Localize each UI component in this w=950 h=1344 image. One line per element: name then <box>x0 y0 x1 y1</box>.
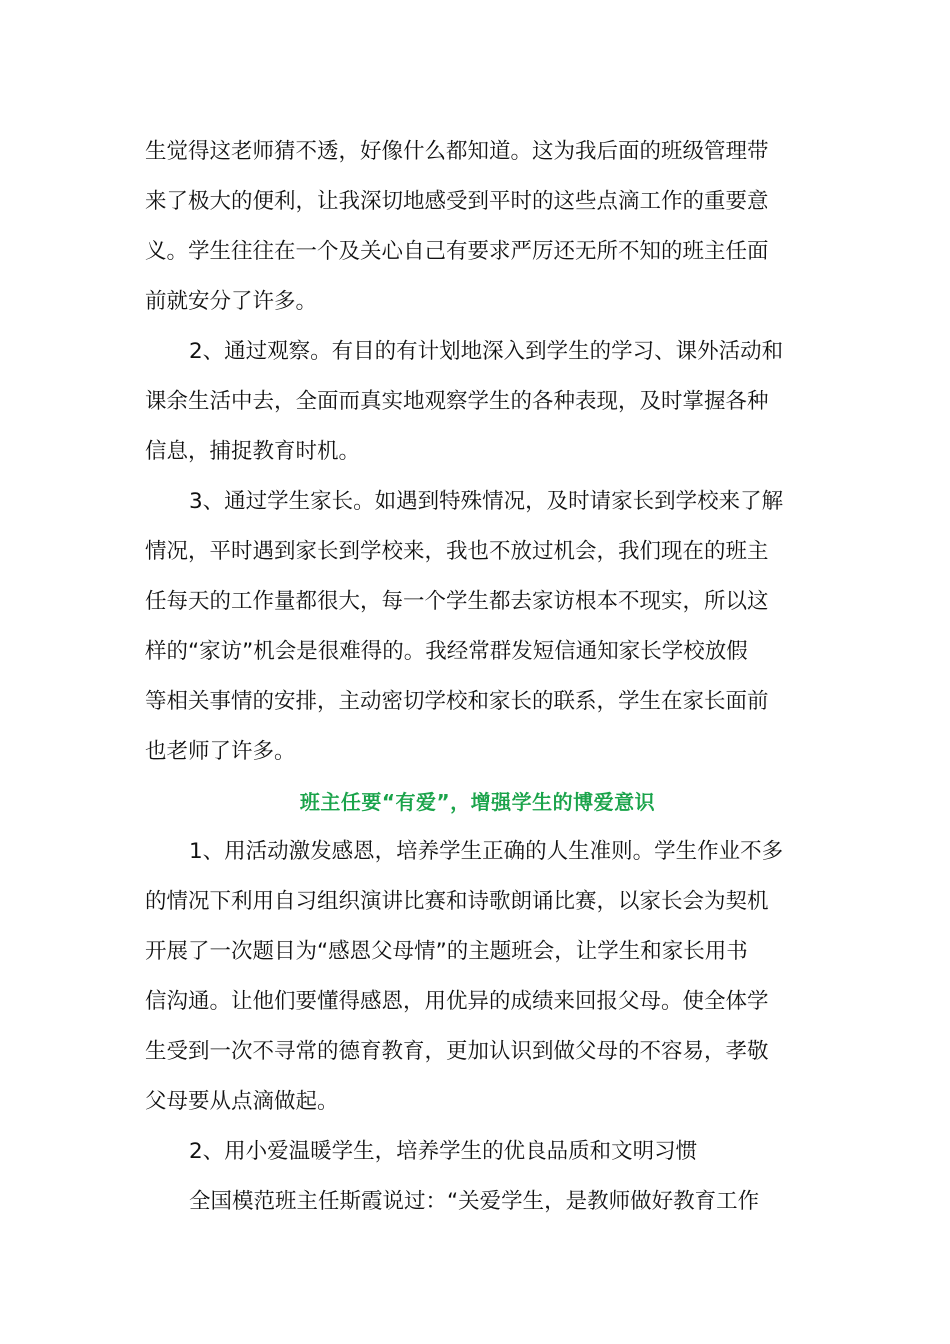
body-line: 情况，平时遇到家长到学校来，我也不放过机会，我们现在的班主 <box>145 539 769 564</box>
body-line: 任每天的工作量都很大，每一个学生都去家访根本不现实，所以这 <box>145 589 769 614</box>
paragraph-start-line: 全国模范班主任斯霞说过：“关爱学生，是教师做好教育工作 <box>189 1189 760 1214</box>
body-line: 父母要从点滴做起。 <box>145 1089 339 1114</box>
body-line: 生觉得这老师猜不透，好像什么都知道。这为我后面的班级管理带 <box>145 139 769 164</box>
paragraph-start-line: 2、通过观察。有目的有计划地深入到学生的学习、课外活动和 <box>189 339 784 364</box>
body-line: 开展了一次题目为“感恩父母情”的主题班会，让学生和家长用书 <box>145 939 748 964</box>
paragraph-start-line: 2、用小爱温暖学生，培养学生的优良品质和文明习惯 <box>189 1139 698 1164</box>
body-line: 义。学生往往在一个及关心自己有要求严厉还无所不知的班主任面 <box>145 239 769 264</box>
body-line: 来了极大的便利，让我深切地感受到平时的这些点滴工作的重要意 <box>145 189 769 214</box>
paragraph-start-line: 3、通过学生家长。如遇到特殊情况，及时请家长到学校来了解 <box>189 489 784 514</box>
body-line: 课余生活中去，全面而真实地观察学生的各种表现，及时掌握各种 <box>145 389 769 414</box>
body-line: 也老师了许多。 <box>145 739 296 764</box>
body-line: 前就安分了许多。 <box>145 289 318 314</box>
body-line: 等相关事情的安排，主动密切学校和家长的联系，学生在家长面前 <box>145 689 769 714</box>
section-heading: 班主任要“有爱”，增强学生的博爱意识 <box>299 790 656 814</box>
paragraph-start-line: 1、用活动激发感恩，培养学生正确的人生准则。学生作业不多 <box>189 839 784 864</box>
body-line: 样的“家访”机会是很难得的。我经常群发短信通知家长学校放假 <box>145 639 748 664</box>
document-body <box>145 127 810 1227</box>
body-line: 的情况下利用自习组织演讲比赛和诗歌朗诵比赛，以家长会为契机 <box>145 889 769 914</box>
body-line: 信沟通。让他们要懂得感恩，用优异的成绩来回报父母。使全体学 <box>145 989 769 1014</box>
body-line: 信息，捕捉教育时机。 <box>145 439 361 464</box>
body-line: 生受到一次不寻常的德育教育，更加认识到做父母的不容易，孝敬 <box>145 1039 769 1064</box>
